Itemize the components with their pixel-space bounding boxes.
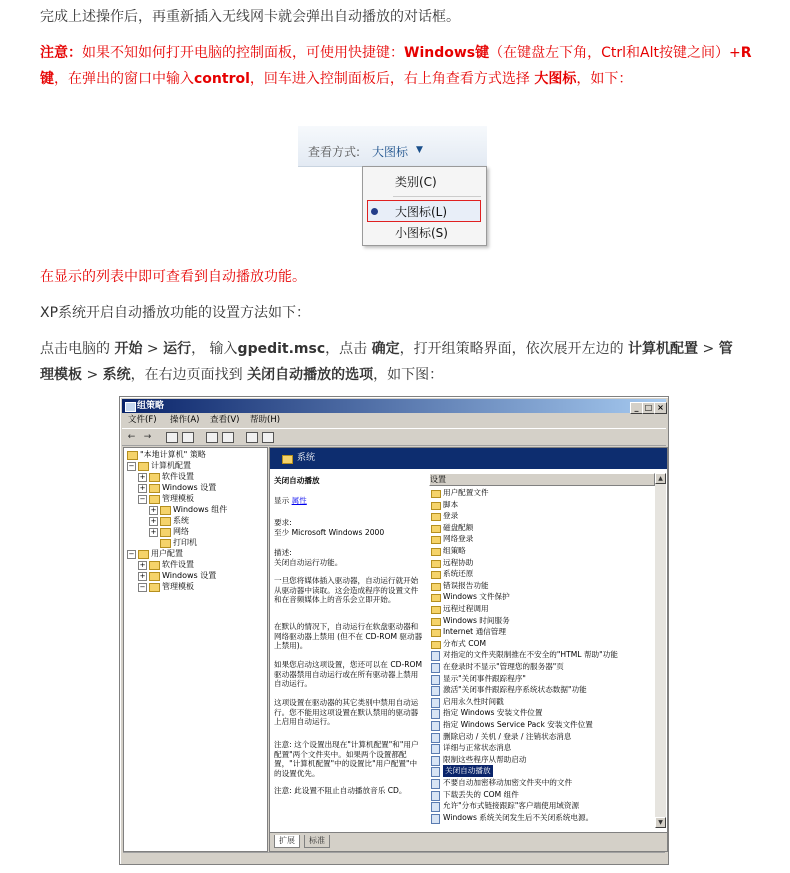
folder-icon <box>431 571 441 579</box>
folder-icon <box>431 606 441 614</box>
note-run: Windows键 <box>404 45 490 61</box>
policy-setting-item[interactable] <box>431 731 653 743</box>
policy-setting-icon <box>431 744 440 754</box>
p5-run: 系统 <box>102 367 131 383</box>
note-run: 大图标 <box>534 71 577 87</box>
desc-display-row <box>274 496 424 506</box>
folder-icon <box>431 490 441 498</box>
settings-folder-item[interactable] <box>431 522 653 534</box>
desc-line-7: 注意: 此设置不阻止自动播放音乐 CD。 <box>274 786 407 795</box>
tree-item-label: "本地计算机" 策略 <box>140 450 206 459</box>
settings-item-label: Internet 通信管理 <box>443 627 506 637</box>
p5-run: > <box>82 367 103 383</box>
menu-item-small-icons[interactable]: 小图标(S) <box>395 226 448 240</box>
view-menu-screenshot <box>298 126 487 246</box>
expand-toggle-icon[interactable]: + <box>150 517 157 525</box>
settings-item-label: 指定 Windows 安装文件位置 <box>443 708 543 718</box>
policy-setting-item[interactable] <box>431 719 653 731</box>
folder-icon <box>149 561 160 570</box>
desc-req-value: 至少 Microsoft Windows 2000 <box>274 528 385 537</box>
tree-item-label: 管理模板 <box>162 494 194 503</box>
settings-folder-item[interactable] <box>431 591 653 603</box>
desc-req-label: 要求: <box>274 518 292 527</box>
expand-toggle-icon[interactable]: − <box>139 495 146 503</box>
view-by-dropdown[interactable]: 大图标 <box>372 145 409 159</box>
settings-list <box>429 473 653 823</box>
scroll-down-icon[interactable]: ▼ <box>655 817 666 828</box>
settings-item-label: 用户配置文件 <box>443 488 489 497</box>
folder-icon <box>282 455 293 464</box>
menu-item-category[interactable]: 类别(C) <box>395 175 437 189</box>
menu-bar <box>122 414 666 427</box>
menu-view[interactable]: 查看(V) <box>210 415 240 425</box>
steps-paragraph <box>40 336 745 388</box>
settings-item-label: 登录 <box>443 511 459 521</box>
toolbar <box>122 428 666 446</box>
policy-setting-item[interactable] <box>431 777 653 789</box>
p5-run: 点击电脑的 <box>40 341 115 357</box>
folder-icon <box>431 594 441 602</box>
scroll-up-icon[interactable]: ▲ <box>655 473 666 484</box>
desc-title: 关闭自动播放 <box>274 476 320 485</box>
note-run: 注意： <box>40 45 82 61</box>
policy-setting-item[interactable] <box>431 742 653 754</box>
settings-item-label: 在登录时不显示"管理您的服务器"页 <box>443 662 564 671</box>
help-icon[interactable] <box>246 432 258 443</box>
p5-run: > <box>698 341 719 357</box>
minimize-button[interactable]: _ <box>630 402 643 414</box>
settings-item-label: 远程过程调用 <box>443 604 489 613</box>
settings-item-label: 删除启动 / 关机 / 登录 / 注销状态消息 <box>443 731 572 741</box>
desc-line-5: 这项设置在驱动器的其它类别中禁用自动运行。您不能用这项设置在默认禁用的驱动器上启用自动运行。 <box>274 698 419 726</box>
vertical-scrollbar[interactable] <box>655 473 666 828</box>
policy-setting-icon <box>431 721 440 731</box>
folder-icon <box>431 548 441 556</box>
settings-folder-item[interactable] <box>431 626 653 638</box>
policy-setting-icon <box>431 802 440 812</box>
policy-setting-icon <box>431 651 440 661</box>
policy-setting-item[interactable] <box>431 765 653 777</box>
p5-run: 管理模板 <box>40 341 733 383</box>
tab-standard[interactable]: 标准 <box>304 835 330 848</box>
expand-toggle-icon[interactable]: + <box>139 572 146 580</box>
settings-item-label: 关闭自动播放 <box>445 766 491 776</box>
policy-setting-icon <box>431 709 440 719</box>
tree-item-label: Windows 组件 <box>173 505 228 514</box>
menu-help[interactable]: 帮助(H) <box>250 415 281 425</box>
export-icon[interactable] <box>222 432 234 443</box>
tree-item-label: 管理模板 <box>162 582 194 591</box>
maximize-button[interactable]: □ <box>642 402 655 414</box>
p5-run: 计算机配置 <box>628 341 699 357</box>
policy-setting-icon <box>431 663 440 673</box>
policy-setting-icon <box>431 733 440 743</box>
folder-icon <box>138 550 149 559</box>
settings-item-label: Windows 时间服务 <box>443 615 510 625</box>
tab-extended[interactable]: 扩展 <box>274 835 300 848</box>
show-tree-icon[interactable] <box>182 432 194 443</box>
policy-setting-item[interactable] <box>431 684 653 696</box>
settings-item-label: 允许"分布式链接跟踪"客户端使用域资源 <box>443 801 580 811</box>
up-folder-icon[interactable] <box>166 432 178 443</box>
settings-folder-item[interactable] <box>431 568 653 580</box>
expand-toggle-icon[interactable]: + <box>139 484 146 492</box>
policy-tree <box>123 447 268 852</box>
settings-item-label: 激活"关闭事件跟踪程序系统状态数据"功能 <box>443 685 587 695</box>
tree-item-label: Windows 设置 <box>162 483 217 492</box>
policy-setting-item[interactable] <box>431 707 653 719</box>
policy-setting-icon <box>431 756 440 766</box>
view-by-label: 查看方式: <box>308 145 361 159</box>
policy-setting-icon <box>431 779 440 789</box>
p5-run: 关闭自动播放的选项 <box>247 367 374 383</box>
list-note-paragraph: 在显示的列表中即可查看到自动播放功能。 <box>40 269 306 285</box>
tree-item-label: 网络 <box>173 527 189 536</box>
p5-run: ，在右边页面找到 <box>130 367 248 383</box>
expand-toggle-icon[interactable]: − <box>139 583 146 591</box>
policy-setting-icon <box>431 814 440 824</box>
window-titlebar <box>122 399 666 413</box>
settings-item-label: 限制这些程序从帮助启动 <box>443 754 527 764</box>
settings-item-label: 不要自动加密移动加密文件夹中的文件 <box>443 778 573 787</box>
settings-folder-item[interactable] <box>431 603 653 615</box>
tree-item-label: 计算机配置 <box>151 461 191 470</box>
tree-item-label: 打印机 <box>173 538 197 547</box>
intro-paragraph: 完成上述操作后，再重新插入无线网卡就会弹出自动播放的对话框。 <box>40 9 460 25</box>
settings-item-label: 分布式 COM <box>443 638 487 648</box>
settings-item-label: 磁盘配额 <box>443 522 474 532</box>
tree-item-label: 系统 <box>173 516 189 525</box>
desc-line-2: 一旦您将媒体插入驱动器，自动运行就开始从驱动器中读取。这会造成程序的设置文件和在音频媒体上的音乐会立即开始。 <box>274 576 419 604</box>
settings-folder-item[interactable] <box>431 510 653 522</box>
p5-run: 运行 <box>163 341 192 357</box>
view-menu <box>362 166 487 246</box>
settings-item-label: 启用永久性时间戳 <box>443 696 504 706</box>
policy-setting-icon <box>431 791 440 801</box>
settings-folder-item[interactable] <box>431 615 653 627</box>
note-run: （在键盘左下角，Ctrl和Alt按键之间）+ <box>489 45 741 61</box>
desc-line-3: 在默认的情况下，自动运行在软盘驱动器和网络驱动器上禁用 (但不在 CD-ROM 驱动器上禁用)。 <box>274 622 423 650</box>
desc-label: 描述: <box>274 548 292 557</box>
folder-icon <box>149 495 160 504</box>
folder-icon <box>138 462 149 471</box>
p5-run: ， 输入 <box>191 341 238 357</box>
status-bar <box>123 852 665 862</box>
properties-icon[interactable] <box>206 432 218 443</box>
tree-item-label: 软件设置 <box>162 560 194 569</box>
tree-item-label: 用户配置 <box>151 549 183 558</box>
folder-icon <box>160 528 171 537</box>
p5-run: ，打开组策略界面，依次展开左边的 <box>399 341 629 357</box>
settings-item-label: Windows 系统关闭发生后不关闭系统电源。 <box>443 812 594 822</box>
policy-icon <box>127 451 138 460</box>
p5-run: > <box>142 341 164 357</box>
settings-item-label: 系统还原 <box>443 569 474 579</box>
settings-item-label: 显示"关闭事件跟踪程序" <box>443 673 526 683</box>
settings-item-label: Windows 文件保护 <box>443 592 510 602</box>
policy-setting-item[interactable] <box>431 696 653 708</box>
menu-separator <box>393 196 481 197</box>
policy-setting-item[interactable] <box>431 812 653 824</box>
policy-setting-icon <box>431 686 440 696</box>
folder-icon <box>431 583 441 591</box>
folder-icon <box>149 572 160 581</box>
policy-setting-item[interactable] <box>431 789 653 801</box>
p5-run: gpedit.msc <box>237 341 326 357</box>
view-tabs <box>270 832 667 852</box>
settings-folder-item[interactable] <box>431 638 653 650</box>
gpedit-window <box>119 396 669 865</box>
folder-icon <box>149 473 160 482</box>
gpedit-app-icon <box>125 402 136 412</box>
policy-setting-icon <box>431 767 440 777</box>
note-paragraph <box>40 40 752 92</box>
settings-item-label: 指定 Windows Service Pack 安装文件位置 <box>443 720 593 729</box>
settings-folder-item[interactable] <box>431 557 653 569</box>
note-run: control <box>194 71 250 87</box>
back-icon[interactable]: ← <box>127 432 136 442</box>
note-run: R键 <box>40 45 752 87</box>
expand-toggle-icon[interactable]: + <box>139 561 146 569</box>
tree-item-label: Windows 设置 <box>162 571 217 580</box>
folder-icon <box>431 502 441 510</box>
window-title: 组策略 <box>137 401 165 411</box>
expand-toggle-icon[interactable]: + <box>139 473 146 481</box>
settings-item-label: 组策略 <box>443 546 466 555</box>
folder-icon <box>149 484 160 493</box>
settings-item-label: 远程协助 <box>443 557 474 567</box>
menu-action[interactable]: 操作(A) <box>170 415 200 425</box>
desc-line-6: 注意: 这个设置出现在"计算机配置"和"用户配置"两个文件夹中。如果两个设置都配置，"计算机配置"中的设置比"用户配置"中的设置优先。 <box>274 740 419 778</box>
policy-setting-icon <box>431 675 440 685</box>
close-button[interactable]: × <box>654 402 667 414</box>
pane-header-title: 系统 <box>297 453 316 463</box>
expand-toggle-icon[interactable]: + <box>150 506 157 514</box>
desc-line-1: 关闭自动运行功能。 <box>274 558 343 567</box>
menu-file[interactable]: 文件(F) <box>128 415 157 425</box>
details-pane <box>269 447 668 852</box>
settings-item-label: 网络登录 <box>443 534 474 544</box>
settings-column-header[interactable]: 设置 <box>429 473 655 486</box>
settings-folder-item[interactable] <box>431 487 653 499</box>
settings-item-label: 详细与正常状态消息 <box>443 743 512 753</box>
menu-item-large-icons[interactable]: 大图标(L) <box>395 205 448 219</box>
expand-toggle-icon[interactable]: − <box>128 550 135 558</box>
view-icon[interactable] <box>262 432 274 443</box>
folder-icon <box>431 641 441 649</box>
folder-icon <box>431 513 441 521</box>
p5-run: 确定 <box>371 341 400 357</box>
policy-setting-icon <box>431 698 440 708</box>
settings-item-label: 错误报告功能 <box>443 580 489 590</box>
folder-icon <box>431 525 441 533</box>
pane-header <box>270 448 667 469</box>
folder-icon <box>160 517 171 526</box>
note-run: ，回车进入控制面板后，右上角查看方式选择 <box>249 71 535 87</box>
policy-setting-item[interactable] <box>431 800 653 812</box>
desc-display-label: 显示 <box>274 496 290 505</box>
note-run: 如果不知如何打开电脑的控制面板，可使用快捷键： <box>82 45 404 61</box>
folder-icon <box>431 618 441 626</box>
policy-setting-item[interactable] <box>431 661 653 673</box>
forward-icon[interactable]: → <box>143 432 152 442</box>
policy-setting-item[interactable] <box>431 673 653 685</box>
properties-link[interactable]: 属性 <box>291 496 307 505</box>
policy-setting-item[interactable] <box>431 754 653 766</box>
folder-icon <box>149 583 160 592</box>
expand-toggle-icon[interactable]: − <box>128 462 135 470</box>
xp-intro-paragraph: XP系统开启自动播放功能的设置方法如下： <box>40 305 311 321</box>
chevron-down-icon: ▼ <box>416 145 423 155</box>
folder-icon <box>431 536 441 544</box>
settings-item-label: 脚本 <box>443 499 459 509</box>
note-run: ，如下： <box>576 71 633 87</box>
policy-setting-item[interactable] <box>431 649 653 661</box>
folder-icon <box>431 629 441 637</box>
p5-run: ，如下图： <box>373 367 444 383</box>
folder-icon <box>431 560 441 568</box>
radio-dot-icon <box>371 208 378 215</box>
tree-item-label: 软件设置 <box>162 472 194 481</box>
settings-folder-item[interactable] <box>431 545 653 557</box>
note-run: ，在弹出的窗口中输入 <box>54 71 194 87</box>
folder-icon <box>160 506 171 515</box>
desc-line-4: 如果您启动这项设置，您还可以在 CD-ROM 驱动器禁用自动运行或在所有驱动器上禁用自动运行。 <box>274 660 423 688</box>
folder-icon <box>160 539 171 548</box>
p5-run: ，点击 <box>325 341 372 357</box>
settings-folder-item[interactable] <box>431 580 653 592</box>
settings-item-label: 下载丢失的 COM 组件 <box>443 789 519 799</box>
settings-folder-item[interactable] <box>431 533 653 545</box>
p5-run: 开始 <box>114 341 143 357</box>
expand-toggle-icon[interactable]: + <box>150 528 157 536</box>
settings-folder-item[interactable] <box>431 499 653 511</box>
settings-item-label: 对指定的文件夹限制推在不安全的"HTML 帮助"功能 <box>443 650 618 660</box>
